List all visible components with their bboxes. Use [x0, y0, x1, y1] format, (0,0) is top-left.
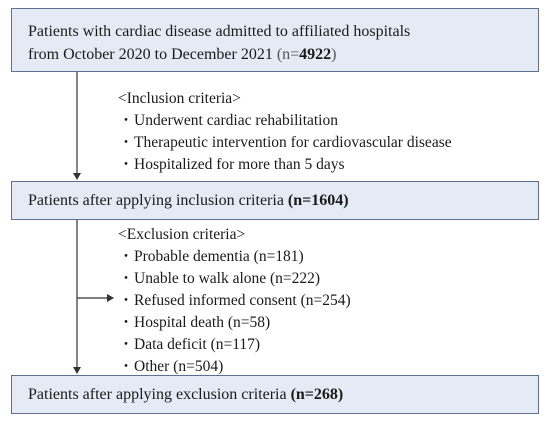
- bullet-glyph: ・: [118, 112, 134, 129]
- box-admitted-count: 4922: [299, 46, 332, 63]
- box-admitted-line1: Patients with cardiac disease admitted to affiliated hospitals: [28, 23, 411, 40]
- box-after-inclusion-n-close: ): [343, 192, 349, 209]
- box-admitted-patients: [11, 8, 539, 72]
- box-after-inclusion-count: 1604: [311, 192, 344, 209]
- inclusion-item-text: Therapeutic intervention for cardiovascular disease: [134, 134, 452, 151]
- inclusion-item: [118, 132, 452, 154]
- box-after-exclusion-line: [28, 385, 538, 405]
- exclusion-item-text: Other (n=504): [134, 358, 224, 375]
- inclusion-item: [118, 110, 452, 132]
- exclusion-item: [118, 268, 351, 290]
- bullet-glyph: ・: [118, 358, 134, 375]
- inclusion-item-text: Hospitalized for more than 5 days: [134, 156, 345, 173]
- inclusion-item: [118, 154, 452, 176]
- bullet-glyph: ・: [118, 292, 134, 309]
- box-after-exclusion-count: 268: [313, 386, 338, 403]
- box-after-inclusion-n-open: (n=: [287, 192, 312, 209]
- exclusion-item: [118, 334, 351, 356]
- box-admitted-period: from October 2020 to December 2021: [28, 46, 277, 63]
- box-admitted-n-close: ): [331, 46, 337, 63]
- bullet-glyph: ・: [118, 336, 134, 353]
- exclusion-item-text: Unable to walk alone (n=222): [134, 270, 321, 287]
- exclusion-item-text: Refused informed consent (n=254): [134, 292, 351, 309]
- box-after-exclusion-n-close: ): [337, 386, 344, 403]
- bullet-glyph: ・: [118, 134, 134, 151]
- exclusion-criteria: [118, 224, 351, 378]
- inclusion-heading: <Inclusion criteria>: [118, 90, 241, 107]
- exclusion-item-text: Probable dementia (n=181): [134, 248, 304, 265]
- box-after-inclusion-text: Patients after applying inclusion criteria: [28, 192, 288, 209]
- box-after-exclusion-n-open: (n=: [290, 386, 314, 403]
- exclusion-item: [118, 246, 351, 268]
- box-admitted-n-open: (n=: [276, 46, 300, 63]
- exclusion-list: [118, 246, 351, 378]
- box-after-exclusion-text: Patients after applying exclusion criteria: [28, 386, 291, 403]
- exclusion-item-text: Data deficit (n=117): [134, 336, 261, 353]
- exclusion-heading: <Exclusion criteria>: [118, 226, 246, 243]
- exclusion-item: [118, 312, 351, 334]
- inclusion-list: [118, 110, 452, 176]
- exclusion-item-text: Hospital death (n=58): [134, 314, 271, 331]
- box-after-exclusion: [11, 375, 539, 414]
- bullet-glyph: ・: [118, 270, 134, 287]
- box-after-inclusion-line: [28, 191, 538, 211]
- box-admitted-line2: [28, 43, 538, 66]
- bullet-glyph: ・: [118, 314, 134, 331]
- box-after-inclusion: [11, 181, 539, 220]
- inclusion-criteria: [118, 88, 452, 176]
- inclusion-item-text: Underwent cardiac rehabilitation: [134, 112, 338, 129]
- exclusion-item: [118, 290, 351, 312]
- bullet-glyph: ・: [118, 156, 134, 173]
- bullet-glyph: ・: [118, 248, 134, 265]
